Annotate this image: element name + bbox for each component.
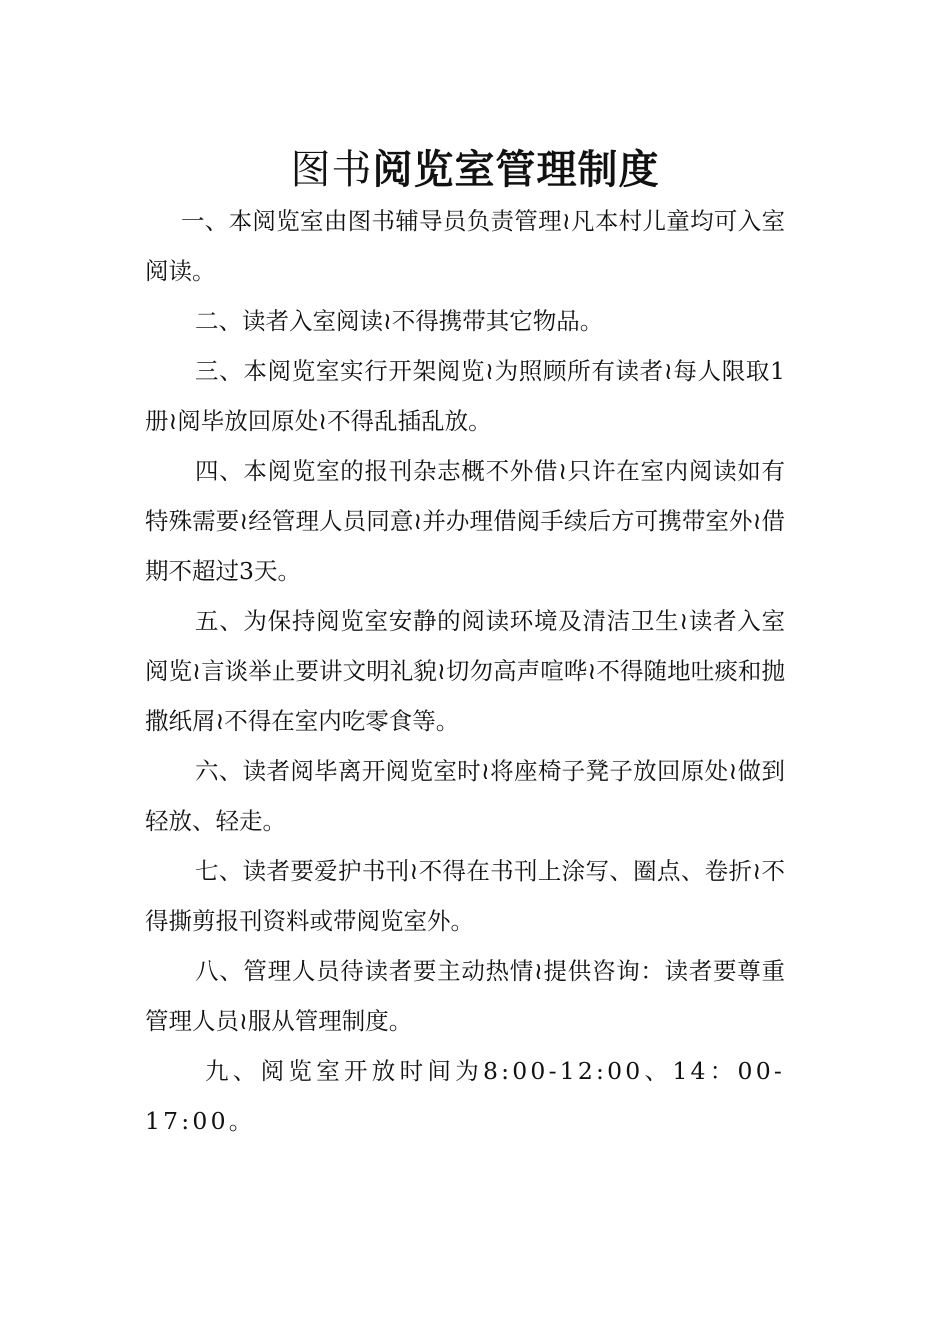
title-part-2: 阅览室管理制度 — [372, 146, 660, 193]
rule-8: 八、管理人员待读者要主动热情≀提供咨询：读者要尊重管理人员≀服从管理制度。 — [145, 957, 785, 1035]
rule-9: 九、阅览室开放时间为8:00-12:00、14：00-17:00。 — [145, 1057, 785, 1135]
rule-1: 一、本阅览室由图书辅导员负责管理≀凡本村儿童均可入室阅读。 — [145, 207, 785, 285]
title-part-1: 图书 — [290, 147, 373, 193]
rule-6: 六、读者阅毕离开阅览室时≀将座椅子凳子放回原处≀做到轻放、轻走。 — [145, 757, 785, 835]
rule-4: 四、本阅览室的报刊杂志概不外借≀只许在室内阅读如有特殊需要≀经管理人员同意≀并办理借阅手续后方可携带室外≀借期不超过3天。 — [145, 457, 785, 585]
rules-list — [145, 196, 785, 1146]
rule-7: 七、读者要爱护书刊≀不得在书刊上涂写、圈点、卷折≀不得撕剪报刊资料或带阅览室外。 — [145, 857, 785, 935]
rule-2: 二、读者入室阅读≀不得携带其它物品。 — [195, 307, 604, 335]
page-title — [0, 142, 950, 198]
rule-3: 三、本阅览室实行开架阅览≀为照顾所有读者≀每人限取1册≀阅毕放回原处≀不得乱插乱放。 — [145, 357, 785, 435]
rule-5: 五、为保持阅览室安静的阅读环境及清洁卫生≀读者入室阅览≀言谈举止要讲文明礼貌≀切勿高声喧哗≀不得随地吐痰和抛撒纸屑≀不得在室内吃零食等。 — [145, 607, 785, 735]
